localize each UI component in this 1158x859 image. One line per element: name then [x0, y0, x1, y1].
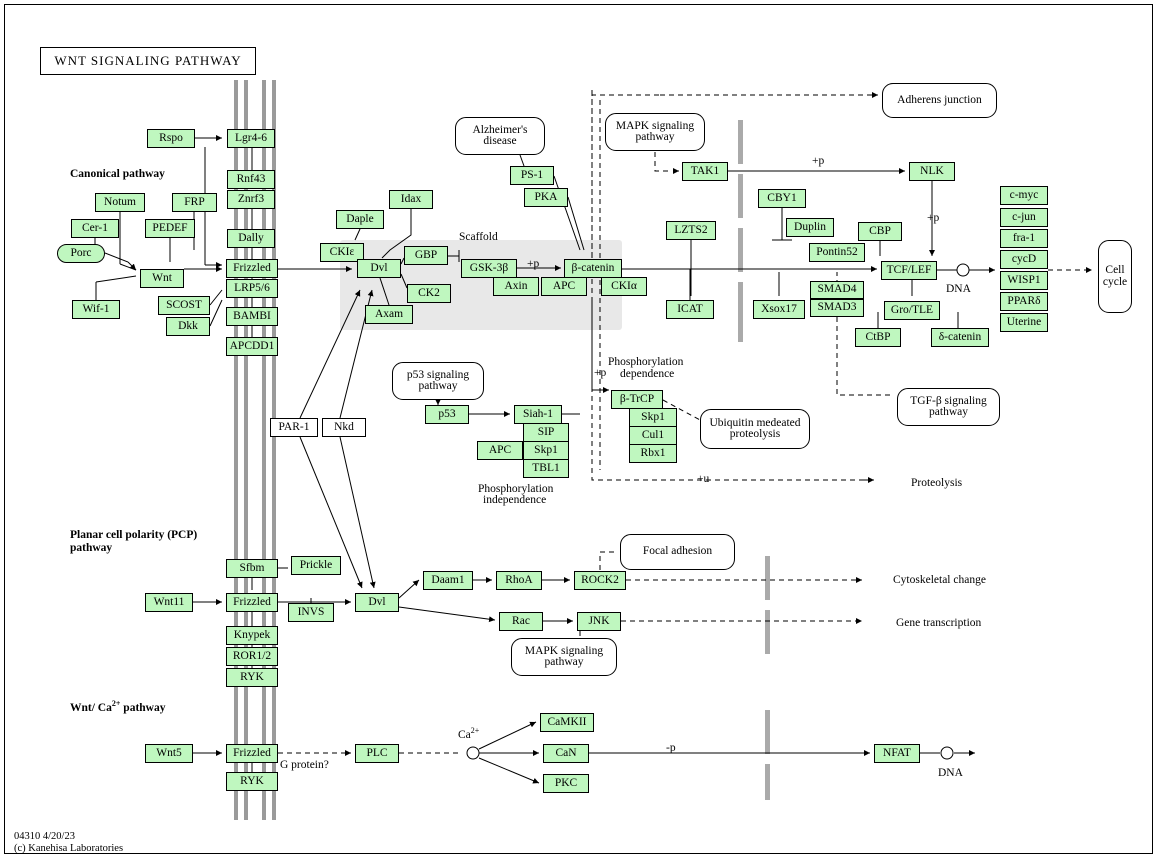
pathway-box-adherens-junction[interactable] [882, 83, 997, 118]
gene-node-cycd[interactable] [1000, 250, 1048, 269]
gene-node-apc-scaffold[interactable] [541, 277, 587, 296]
footer-copyright: (c) Kanehisa Laboratories [14, 843, 124, 854]
gene-label: β-TrCP [619, 392, 655, 405]
annotation-phos-independence-1: Phosphorylation [478, 483, 554, 495]
pathway-label-line2: pathway [929, 406, 968, 418]
nuclear-membrane-seg [765, 610, 770, 654]
gene-label: CaN [555, 746, 577, 759]
gene-node-wisp1[interactable] [1000, 271, 1048, 290]
section-label-pcp: Planar cell polarity (PCP) [70, 529, 198, 541]
gene-label: Daple [346, 212, 374, 225]
gene-node-ctbp[interactable] [855, 328, 901, 347]
gene-node-par1[interactable] [270, 418, 318, 437]
footer-id: 04310 4/20/23 [14, 831, 75, 842]
annotation-scaffold: Scaffold [459, 231, 498, 243]
gene-label: NLK [920, 164, 944, 177]
nuclear-membrane-seg [765, 556, 770, 600]
gene-label: SMAD3 [817, 301, 857, 314]
gene-label: INVS [297, 605, 325, 618]
gene-label: SMAD4 [817, 283, 857, 296]
nuclear-membrane-seg [738, 174, 743, 218]
gene-label: Wnt11 [153, 595, 185, 608]
gene-label: CBP [869, 224, 891, 237]
gene-label: TBL1 [532, 461, 560, 474]
gene-node-sip[interactable] [523, 423, 569, 442]
annotation-phos-independence-2: independence [483, 494, 547, 506]
gene-node-ror12[interactable] [226, 647, 278, 666]
gene-node-frizzled-ca[interactable] [226, 744, 278, 763]
gene-label: Axin [504, 279, 528, 292]
gene-node-siah1[interactable] [514, 405, 562, 424]
gene-node-cby1[interactable] [758, 189, 806, 208]
gene-label: Idax [400, 192, 422, 205]
gene-label: δ-catenin [938, 330, 982, 343]
gene-label: ROCK2 [581, 573, 619, 586]
gene-node-frizzled-pcp[interactable] [226, 593, 278, 612]
gene-node-sfbm[interactable] [226, 559, 278, 578]
gene-node-wnt5[interactable] [145, 744, 193, 763]
gene-node-rac[interactable] [499, 612, 543, 631]
gene-node-can[interactable] [543, 744, 589, 763]
gene-node-pkc[interactable] [543, 774, 589, 793]
pathway-box-alzheimers[interactable] [455, 117, 545, 155]
annotation-phos-dependence-1: Phosphorylation [608, 356, 684, 368]
gene-label: Skp1 [641, 410, 665, 423]
gene-label: Frizzled [233, 595, 271, 608]
gene-node-duplin[interactable] [786, 218, 834, 237]
gene-node-knypek[interactable] [226, 626, 278, 645]
gene-node-ckia[interactable] [601, 277, 647, 296]
section-label-pcp-line2: pathway [70, 542, 113, 554]
gene-node-tak1[interactable] [682, 162, 728, 181]
gene-label: RYK [240, 670, 264, 683]
gene-label: Znrf3 [237, 192, 265, 205]
gene-node-daam1[interactable] [423, 571, 473, 590]
gene-label: Knypek [233, 628, 271, 641]
gene-label: NFAT [883, 746, 911, 759]
gene-node-cbp[interactable] [858, 222, 902, 241]
pathway-box-ubiquitin-proteolysis[interactable] [700, 409, 810, 449]
gene-node-wnt11[interactable] [145, 593, 193, 612]
gene-node-rspo[interactable] [147, 129, 195, 148]
gene-label: CaMKII [547, 715, 587, 728]
annotation-dna-nfat: DNA [938, 767, 963, 779]
gene-node-frp[interactable] [172, 193, 217, 212]
gene-label: ICAT [677, 302, 703, 315]
gene-node-prickle[interactable] [291, 556, 341, 575]
gene-node-invs[interactable] [288, 603, 334, 622]
gene-node-dvl-pcp[interactable] [355, 593, 399, 612]
gene-label: c-myc [1009, 188, 1039, 201]
gene-node-rock2[interactable] [574, 571, 626, 590]
annotation-plus-u: +u [697, 473, 710, 485]
gene-label: WISP1 [1007, 273, 1041, 286]
nuclear-membrane-seg [765, 710, 770, 754]
gene-node-pedef[interactable] [145, 219, 195, 238]
gene-node-xsox17[interactable] [753, 300, 805, 319]
gene-node-uterine[interactable] [1000, 313, 1048, 332]
gene-label: BAMBI [233, 309, 271, 322]
gene-node-nkd[interactable] [322, 418, 366, 437]
gene-label: Nkd [334, 420, 354, 433]
gene-node-lgr46[interactable] [227, 129, 275, 148]
nuclear-membrane-seg [738, 282, 743, 342]
pathway-label-line1: Focal adhesion [642, 545, 713, 558]
gene-node-axin[interactable] [493, 277, 539, 296]
gene-label: GSK-3β [469, 261, 509, 274]
gene-node-tbl1[interactable] [523, 459, 569, 478]
gene-node-cmyc[interactable] [1000, 186, 1048, 205]
gene-node-idax[interactable] [389, 190, 433, 209]
gene-node-beta-catenin[interactable] [564, 259, 622, 278]
gene-node-lrp56[interactable] [226, 279, 278, 298]
annotation-calcium-ion: $Ca^{2+}$ [458, 726, 480, 741]
gene-label: PLC [366, 746, 388, 759]
gene-label: Porc [70, 246, 92, 259]
annotation-phos-dependence-2: dependence [620, 368, 675, 380]
gene-node-daple[interactable] [336, 210, 384, 229]
gene-node-skp1-btrcp[interactable] [629, 408, 677, 427]
gene-label: p53 [438, 407, 456, 420]
gene-label: Pontin52 [816, 245, 858, 258]
pathway-label-line2: proteolysis [729, 428, 781, 440]
gene-label: CBY1 [767, 191, 797, 204]
gene-label: Rspo [159, 131, 183, 144]
nuclear-membrane-seg [765, 764, 770, 800]
gene-label: Dally [238, 231, 264, 244]
gene-node-gbp[interactable] [404, 246, 448, 265]
gene-label: Duplin [794, 220, 826, 233]
annotation-g-protein: G protein? [280, 759, 329, 771]
pathway-label-line1: Adherens junction [897, 93, 982, 106]
pathway-label-line1: MAPK signaling [524, 644, 604, 657]
gene-node-nfat[interactable] [874, 744, 920, 763]
pathway-label-line1: TGF-β signaling [910, 394, 987, 407]
gene-node-camkii[interactable] [540, 713, 594, 732]
gene-label: CK2 [418, 286, 440, 299]
gene-node-ryk-pcp[interactable] [226, 668, 278, 687]
gene-label: PEDEF [152, 221, 188, 234]
gene-node-gsk3b[interactable] [461, 259, 517, 278]
gene-label: Frizzled [233, 261, 271, 274]
gene-node-delta-catenin[interactable] [931, 328, 989, 347]
gene-node-pontin52[interactable] [809, 243, 865, 262]
gene-node-znrf3[interactable] [227, 190, 275, 209]
gene-node-pka[interactable] [524, 188, 568, 207]
gene-node-apc-siah[interactable] [477, 441, 523, 460]
gene-node-p53[interactable] [425, 405, 469, 424]
gene-node-wif1[interactable] [72, 300, 120, 319]
pathway-box-mapk-pcp[interactable] [511, 638, 617, 676]
gene-node-cer1[interactable] [71, 219, 119, 238]
gene-node-nlk[interactable] [909, 162, 955, 181]
gene-node-scost[interactable] [158, 296, 210, 315]
gene-node-dally[interactable] [227, 229, 275, 248]
gene-node-icat[interactable] [666, 300, 714, 319]
gene-label: Frizzled [233, 746, 271, 759]
gene-node-porc[interactable] [57, 244, 105, 263]
gene-label: PS-1 [520, 168, 544, 181]
gene-node-apcdd1[interactable] [226, 337, 278, 356]
page-title-text: WNT SIGNALING PATHWAY [54, 53, 242, 68]
gene-label: Daam1 [431, 573, 465, 586]
gene-label: fra-1 [1012, 231, 1036, 244]
pathway-box-focal-adhesion[interactable] [620, 534, 735, 570]
gene-node-frizzled-canonical[interactable] [226, 259, 278, 278]
gene-node-rnf43[interactable] [227, 170, 275, 189]
gene-label: ROR1/2 [232, 649, 272, 662]
gene-label: GBP [414, 248, 438, 261]
annotation-gene-transcription: Gene transcription [896, 617, 982, 629]
gene-label: LRP5/6 [234, 281, 270, 294]
gene-label: FRP [184, 195, 205, 208]
pathway-label-line1: Ubiquitin medeated [709, 416, 801, 429]
gene-label: APC [488, 443, 512, 456]
pathway-label-line2: pathway [635, 131, 675, 143]
pathway-label-line2: cycle [1102, 275, 1128, 288]
gene-label: Xsox17 [761, 302, 797, 315]
gene-node-cjun[interactable] [1000, 208, 1048, 227]
gene-node-fra1[interactable] [1000, 229, 1048, 248]
annotation-cytoskeletal-change: Cytoskeletal change [893, 574, 986, 586]
gene-label: RYK [240, 774, 264, 787]
pathway-label-line2: pathway [544, 656, 584, 668]
gene-label: Lgr4-6 [235, 131, 267, 144]
gene-node-axam[interactable] [365, 305, 413, 324]
nuclear-membrane-seg [738, 120, 743, 164]
pathway-box-mapk-top[interactable] [605, 113, 705, 151]
gene-label: SCOST [166, 298, 202, 311]
annotation-minus-p: -p [666, 742, 676, 754]
gene-node-jnk[interactable] [577, 612, 621, 631]
gene-label: PKC [554, 776, 578, 789]
gene-node-plc[interactable] [355, 744, 399, 763]
annotation-plus-p-btrcp: +p [594, 367, 607, 379]
annotation-dna-canonical: DNA [946, 283, 971, 295]
gene-node-rhoa[interactable] [496, 571, 542, 590]
gene-label: SIP [537, 425, 555, 438]
gene-label: APCDD1 [229, 339, 275, 352]
gene-node-dkk[interactable] [166, 317, 210, 336]
gene-node-lzts2[interactable] [666, 221, 716, 240]
gene-node-skp1-siah[interactable] [523, 441, 569, 460]
pathway-box-cell-cycle[interactable] [1098, 240, 1132, 313]
gene-label: TAK1 [690, 164, 720, 177]
annotation-plus-p-tak1-nlk: +p [812, 155, 825, 167]
gene-label: Gro/TLE [890, 303, 934, 316]
gene-label: Cul1 [641, 428, 665, 441]
pathway-label-line2: pathway [418, 380, 458, 392]
gene-label: Dvl [370, 261, 388, 274]
page-title [40, 47, 256, 75]
nuclear-membrane-seg [738, 228, 743, 272]
gene-label: c-jun [1012, 210, 1036, 223]
gene-label: PKA [534, 190, 558, 203]
gene-node-grotle[interactable] [884, 301, 940, 320]
pathway-label-line2: disease [483, 135, 517, 147]
gene-label: LZTS2 [674, 223, 708, 236]
gene-label: Wnt [152, 271, 172, 284]
gene-label: Cer-1 [82, 221, 108, 234]
section-label-canonical: Canonical pathway [70, 168, 165, 180]
gene-node-wnt[interactable] [140, 269, 184, 288]
gene-node-ryk-ca[interactable] [226, 772, 278, 791]
gene-label: TCF/LEF [886, 263, 932, 276]
gene-node-cul1[interactable] [629, 426, 677, 445]
gene-label: PPARδ [1007, 294, 1041, 307]
pathway-label-line1: MAPK signaling [615, 119, 695, 132]
gene-label: Wif-1 [82, 302, 110, 315]
pathway-label-line1: Alzheimer's [472, 123, 528, 136]
gene-label: Uterine [1006, 315, 1042, 328]
gene-node-bambi[interactable] [226, 307, 278, 326]
annotation-plus-p-nlk-tcf: +p [927, 212, 940, 224]
gene-label: Skp1 [534, 443, 558, 456]
gene-node-ppard[interactable] [1000, 292, 1048, 311]
gene-label: Rbx1 [640, 446, 666, 459]
gene-node-rbx1[interactable] [629, 444, 677, 463]
gene-label: CKIε [329, 245, 355, 258]
gene-label: Rnf43 [236, 172, 266, 185]
pathway-box-p53[interactable] [392, 362, 484, 400]
gene-label: APC [552, 279, 576, 292]
gene-label: Dkk [178, 319, 198, 332]
pathway-label-line1: p53 signaling [406, 368, 470, 381]
gene-node-smad3[interactable] [810, 299, 864, 317]
gene-label: Siah-1 [522, 407, 554, 420]
gene-label: JNK [588, 614, 610, 627]
section-label-wnt-ca: Wnt/ $Ca^{2+}$ pathway [70, 699, 166, 714]
gene-node-ck2[interactable] [407, 284, 451, 303]
gene-label: Sfbm [239, 561, 265, 574]
gene-node-smad4[interactable] [810, 281, 864, 299]
gene-node-dvl-canonical[interactable] [357, 259, 401, 278]
gene-label: RhoA [505, 573, 533, 586]
gene-label: CtBP [865, 330, 891, 343]
gene-label: Dvl [368, 595, 386, 608]
gene-label: Rac [512, 614, 530, 627]
gene-label: CKIα [611, 279, 637, 292]
gene-label: Prickle [299, 558, 333, 571]
annotation-plus-p-scaffold: +p [527, 258, 540, 270]
pathway-box-tgfb[interactable] [897, 388, 1000, 426]
gene-node-btrcp[interactable] [611, 390, 663, 409]
gene-label: PAR-1 [278, 420, 310, 433]
gene-label: Wnt5 [156, 746, 182, 759]
gene-label: cycD [1011, 252, 1037, 265]
gene-label: Notum [104, 195, 136, 208]
gene-node-ps1[interactable] [510, 166, 554, 185]
pathway-label-line1: Cell [1105, 264, 1125, 276]
gene-label: β-catenin [571, 261, 615, 274]
gene-node-tcf-lef[interactable] [881, 261, 937, 280]
gene-node-notum[interactable] [95, 193, 145, 212]
annotation-proteolysis: Proteolysis [911, 477, 963, 489]
gene-label: Axam [374, 307, 404, 320]
